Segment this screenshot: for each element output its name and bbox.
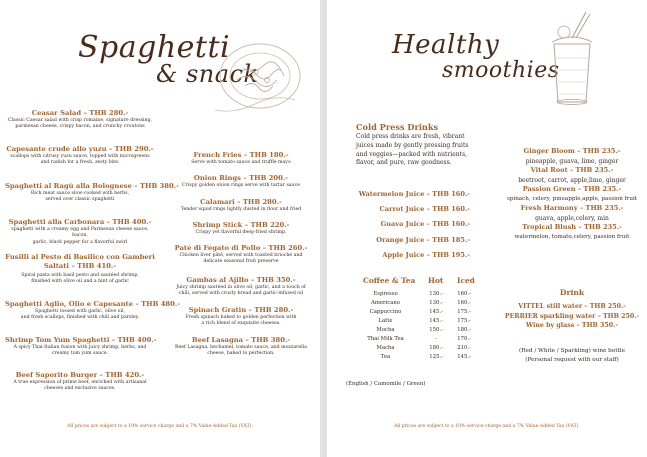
table-row: Mocha 150.- 180.- bbox=[376, 326, 471, 333]
menu-item-title: Spaghetti al Ragù alla Bolognese – THB 380.- bbox=[5, 182, 179, 190]
cold-press-item: Orange Juice – THB 185.- bbox=[376, 235, 470, 244]
menu-item-title: Shrimp Stick – THB 220.- bbox=[192, 221, 290, 229]
menu-item-desc: Tender squid rings lightly dusted in flour and fried bbox=[180, 207, 302, 212]
smoothie-list bbox=[497, 147, 647, 242]
coffee-tea-heading: Coffee & Tea bbox=[363, 276, 416, 285]
menu-item-title: Fusilli al Pesto di Basilico con Gamberi Saltati – THB 410.- bbox=[5, 253, 155, 270]
menu-item-title: Spaghetti Aglio, Olio e Capesante – THB 480.- bbox=[5, 300, 181, 308]
smoothie-desc: guava, apple,celery, min bbox=[535, 214, 609, 222]
menu-item-title: Shrimp Tom Yum Spaghetti – THB 400.- bbox=[5, 336, 157, 344]
smoothie-desc: pineapple, guava, lime, ginger bbox=[525, 157, 619, 165]
spaghetti-plate-icon bbox=[215, 40, 305, 115]
menu-item-desc: scallops with citrusy yuzu sauce, topped with microgreens and radish for a fresh, zesty bite. bbox=[10, 154, 150, 166]
menu-item-desc: Juicy shrimp sautéed in olive oil, garlic, and a touch of chili, served with crusty bread and garlic-infused oil bbox=[176, 285, 306, 297]
smoothie-glass-icon bbox=[542, 8, 602, 108]
price-footnote: All prices are subject to a 10% service charge and a 7% Value-Added Tax (VAT). bbox=[394, 424, 580, 429]
menu-item-title: Paté di Fegato di Pollo – THB 260.- bbox=[174, 244, 308, 252]
menu-item-desc: spaghetti with a creamy egg and Parmesan cheese sauce, bacon, garlic, black pepper for a flavorful swirl bbox=[11, 227, 149, 245]
menu-item-desc: Crispy yet flavorful deep-fried shrimp. bbox=[195, 230, 287, 235]
cold-press-item: Guava Juice – THB 160.- bbox=[380, 220, 470, 229]
section-title-spaghetti: Spaghetti bbox=[78, 30, 231, 65]
drink-item: VITTEL still water – THB 250.- bbox=[518, 303, 626, 310]
smoothie-desc: watermelon, tomato,celery, passion fruit bbox=[514, 233, 630, 240]
cold-press-heading: Cold Press Drinks bbox=[356, 122, 439, 132]
menu-item-title: Beef Saporito Burger – THB 420.- bbox=[15, 371, 145, 379]
table-row: Macha 180.- 210.- bbox=[376, 345, 471, 352]
table-row: Cappuccino 145.- 175.- bbox=[369, 308, 471, 315]
cold-press-list bbox=[356, 187, 470, 263]
menu-item-desc: Spaghetti tossed with garlic, olive oil, and fresh scallops, finished with chili and parsley. bbox=[20, 309, 140, 321]
menu-item-title: French Fries – THB 180.- bbox=[193, 151, 289, 159]
menu-item-title: Calamari – THB 280.- bbox=[200, 198, 282, 206]
menu-item-desc: A true expression of prime beef, enriched with artisanal cheeses and exclusive sauces. bbox=[13, 380, 147, 392]
smoothie-title: Passion Green – THB 235.- bbox=[522, 185, 622, 193]
menu-item-desc: Beef Lasagna, bechamel, tomato sauce, and mozzarella cheese, baked to perfection. bbox=[175, 345, 307, 357]
smoothie-title: Ginger Bloom – THB 235.- bbox=[523, 147, 621, 155]
coffee-tea-table bbox=[349, 289, 478, 362]
tea-options-note: (English / Camomile / Green) bbox=[346, 381, 426, 387]
iced-column-header: Iced bbox=[457, 276, 475, 285]
cold-press-item: Watermelon Juice – THB 160.- bbox=[358, 190, 470, 198]
menu-item-title: Spinach Gratin – THB 280.- bbox=[188, 306, 294, 314]
menu-item-desc: Crispy golden onion rings serve with tartar sauce bbox=[182, 183, 300, 188]
section-title-healthy: Healthy bbox=[392, 30, 500, 60]
table-row: Latte 145.- 175.- bbox=[378, 317, 471, 324]
cold-press-item: Apple Juice – THB 195.- bbox=[382, 250, 470, 259]
smoothie-desc: spinach, celery, pineapple,apple, passion fruit bbox=[506, 195, 638, 202]
table-row: Espresso 130.- 160.- bbox=[373, 290, 471, 297]
table-row: Tea 125.- 145.- bbox=[380, 354, 471, 361]
menu-item-title: Gambas al Ajillo – THB 350.- bbox=[186, 276, 296, 284]
menu-item-desc: A spicy Thai-Italian fusion with juicy shrimp, herbs, and creamy tom yum sauce. bbox=[13, 345, 147, 357]
smoothie-title: Fresh Harmony – THB 235.- bbox=[520, 204, 624, 212]
hot-column-header: Hot bbox=[428, 276, 444, 285]
wine-note: (Red / White / Sparkling) wine bottle (Personal request with our staff) bbox=[519, 348, 625, 363]
menu-item-desc: Chicken liver pâté, served with toasted brioche and delicate seasonal fruit preserve bbox=[179, 253, 303, 265]
section-title-snack: & snack bbox=[156, 60, 259, 88]
smoothie-title: Vital Root – THB 235.- bbox=[530, 166, 614, 174]
drink-list bbox=[492, 302, 647, 331]
menu-item-title: Ceasar Salad – THB 280.- bbox=[31, 109, 129, 117]
menu-item-title: Onion Rings – THB 200.- bbox=[193, 174, 289, 182]
cold-press-description: Cold press drinks are fresh, vibrant juices made by gently pressing fruits and veggies—packed with nutrients, flavor, and pure, raw goodness. bbox=[356, 133, 469, 167]
menu-item-desc: Serve with tomato sauce and truffle mayo bbox=[191, 160, 291, 165]
smoothie-title: Tropical Blush – THB 235.- bbox=[522, 223, 622, 231]
drink-item: PERRIER sparkling water – THB 250.- bbox=[504, 312, 640, 320]
menu-item-desc: Fresh spinach baked to golden perfection with a rich blend of exquisite cheeses. bbox=[185, 315, 297, 327]
price-footnote: All prices are subject to a 10% service charge and a 7% Value-Added Tax (VAT). bbox=[67, 424, 253, 429]
cold-press-item: Carrot Juice – THB 160.- bbox=[379, 205, 470, 214]
menu-item-desc: Classic Caesar salad with crisp romaine, signature dressing, parmesan cheese, crispy bacon, and crunchy croutons bbox=[7, 118, 153, 130]
menu-page-right bbox=[327, 0, 647, 457]
menu-item-title: Spaghetti alla Carbonara – THB 400.- bbox=[8, 218, 152, 226]
menu-page-left bbox=[0, 0, 320, 457]
smoothie-desc: beetroot, carrot, apple,lime, ginger bbox=[518, 176, 626, 184]
menu-item-desc: Rich meat sauce slow-cooked with herbs, served over classic spaghetti bbox=[30, 191, 130, 203]
table-row: Americano 130.- 160.- bbox=[371, 299, 471, 306]
menu-item-desc: Spiral pasta with basil pesto and sautéed shrimp, finished with olive oil and a hint of garlic bbox=[21, 273, 139, 285]
table-row: Thai Milk Tea - 170.- bbox=[367, 336, 471, 343]
drink-item: Wine by glass – THB 350.- bbox=[526, 322, 618, 330]
section-title-smoothies: smoothies bbox=[442, 58, 560, 83]
drink-heading: Drink bbox=[559, 288, 585, 297]
menu-item-title: Beef Lasagna – THB 380.- bbox=[191, 336, 291, 344]
menu-item-title: Capesante crude allo yuzu – THB 290.- bbox=[6, 145, 154, 153]
